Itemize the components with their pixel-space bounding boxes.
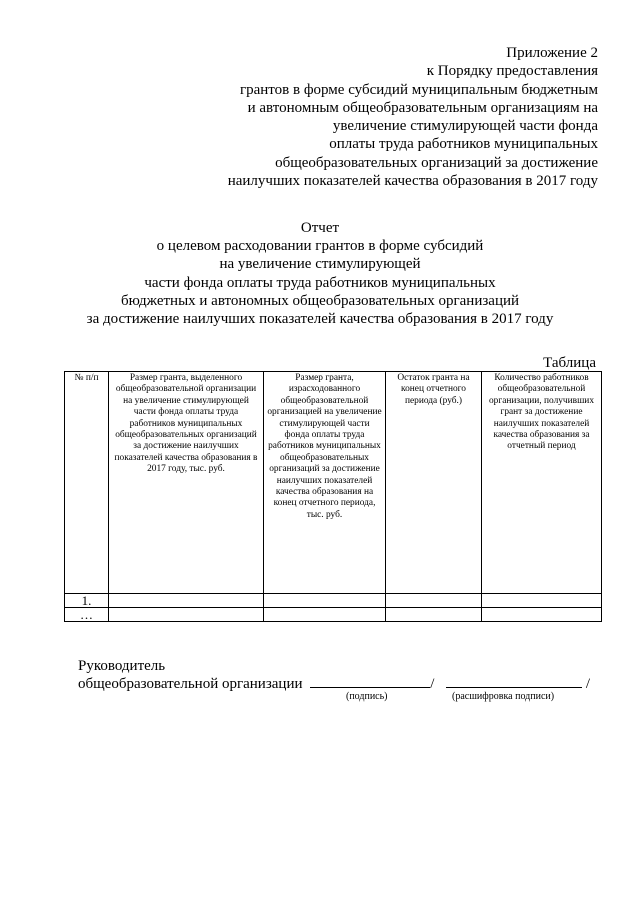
signature-decoding-line bbox=[446, 675, 582, 688]
report-subtitle-line: на увеличение стимулирующей bbox=[219, 256, 421, 273]
report-table bbox=[64, 371, 602, 622]
table-cell bbox=[386, 608, 482, 622]
signature-note: (подпись) bbox=[346, 691, 388, 702]
table-cell bbox=[386, 594, 482, 608]
table-header-row bbox=[65, 372, 602, 594]
report-subtitle-line: о целевом расходовании грантов в форме субсидий bbox=[156, 238, 484, 255]
report-subtitle-line: бюджетных и автономных общеобразовательных организаций bbox=[120, 292, 520, 309]
table-cell bbox=[264, 608, 386, 622]
decoding-note: (расшифровка подписи) bbox=[452, 691, 555, 702]
appendix-line: Приложение 2 bbox=[506, 45, 598, 61]
column-header-number: № п/п bbox=[65, 372, 109, 594]
table-cell: … bbox=[65, 608, 109, 622]
table-cell bbox=[109, 594, 264, 608]
appendix-line: оплаты труда работников муниципальных bbox=[329, 136, 598, 153]
report-subtitle-line: части фонда оплаты труда работников муниципальных bbox=[144, 274, 496, 291]
appendix-line: увеличение стимулирующей части фонда bbox=[332, 118, 598, 135]
column-header-employee-count: Количество работников общеобразовательной организации, получивших грант за достижение наилучших показателей качества образования за отчетный период bbox=[482, 372, 602, 594]
signature-separator: / bbox=[430, 676, 435, 692]
appendix-line: и автономным общеобразовательным организациям на bbox=[247, 99, 598, 116]
signature-organization-label: общеобразовательной организации bbox=[78, 676, 303, 692]
report-title: Отчет bbox=[300, 220, 340, 236]
table-caption: Таблица bbox=[543, 355, 596, 371]
column-header-grant-remainder: Остаток гранта на конец отчетного периода (руб.) bbox=[386, 372, 482, 594]
signature-line bbox=[310, 675, 430, 688]
appendix-header bbox=[198, 44, 598, 190]
appendix-line: наилучших показателей качества образования в 2017 году bbox=[227, 173, 598, 190]
table-cell bbox=[109, 608, 264, 622]
column-header-grant-spent: Размер гранта, израсходованного общеобразовательной организацией на увеличение стимулирующей части фонда оплаты труда работников муниципальных общеобразовательных организаций за достижение наилучших показателей качества образования на конец отчетного периода, тыс. руб. bbox=[264, 372, 386, 594]
report-heading bbox=[0, 219, 640, 328]
appendix-line: грантов в форме субсидий муниципальным бюджетным bbox=[239, 81, 598, 98]
table-cell bbox=[264, 594, 386, 608]
table-cell bbox=[482, 608, 602, 622]
table-cell bbox=[482, 594, 602, 608]
appendix-line: общеобразовательных организаций за достижение bbox=[275, 154, 598, 171]
column-header-grant-allocated: Размер гранта, выделенного общеобразовательной организации на увеличение стимулирующей части фонда оплаты труда работников муниципальных общеобразовательных организаций за достижение наилучших показателей качества образования в 2017 году, тыс. руб. bbox=[109, 372, 264, 594]
signature-block bbox=[78, 657, 590, 693]
table-row bbox=[65, 608, 602, 622]
table-cell: 1. bbox=[65, 594, 109, 608]
table-row bbox=[65, 594, 602, 608]
signature-title: Руководитель bbox=[78, 658, 166, 674]
report-subtitle-line: за достижение наилучших показателей качества образования в 2017 году bbox=[86, 311, 554, 328]
appendix-line: к Порядку предоставления bbox=[426, 63, 598, 80]
signature-separator-end: / bbox=[585, 676, 591, 692]
